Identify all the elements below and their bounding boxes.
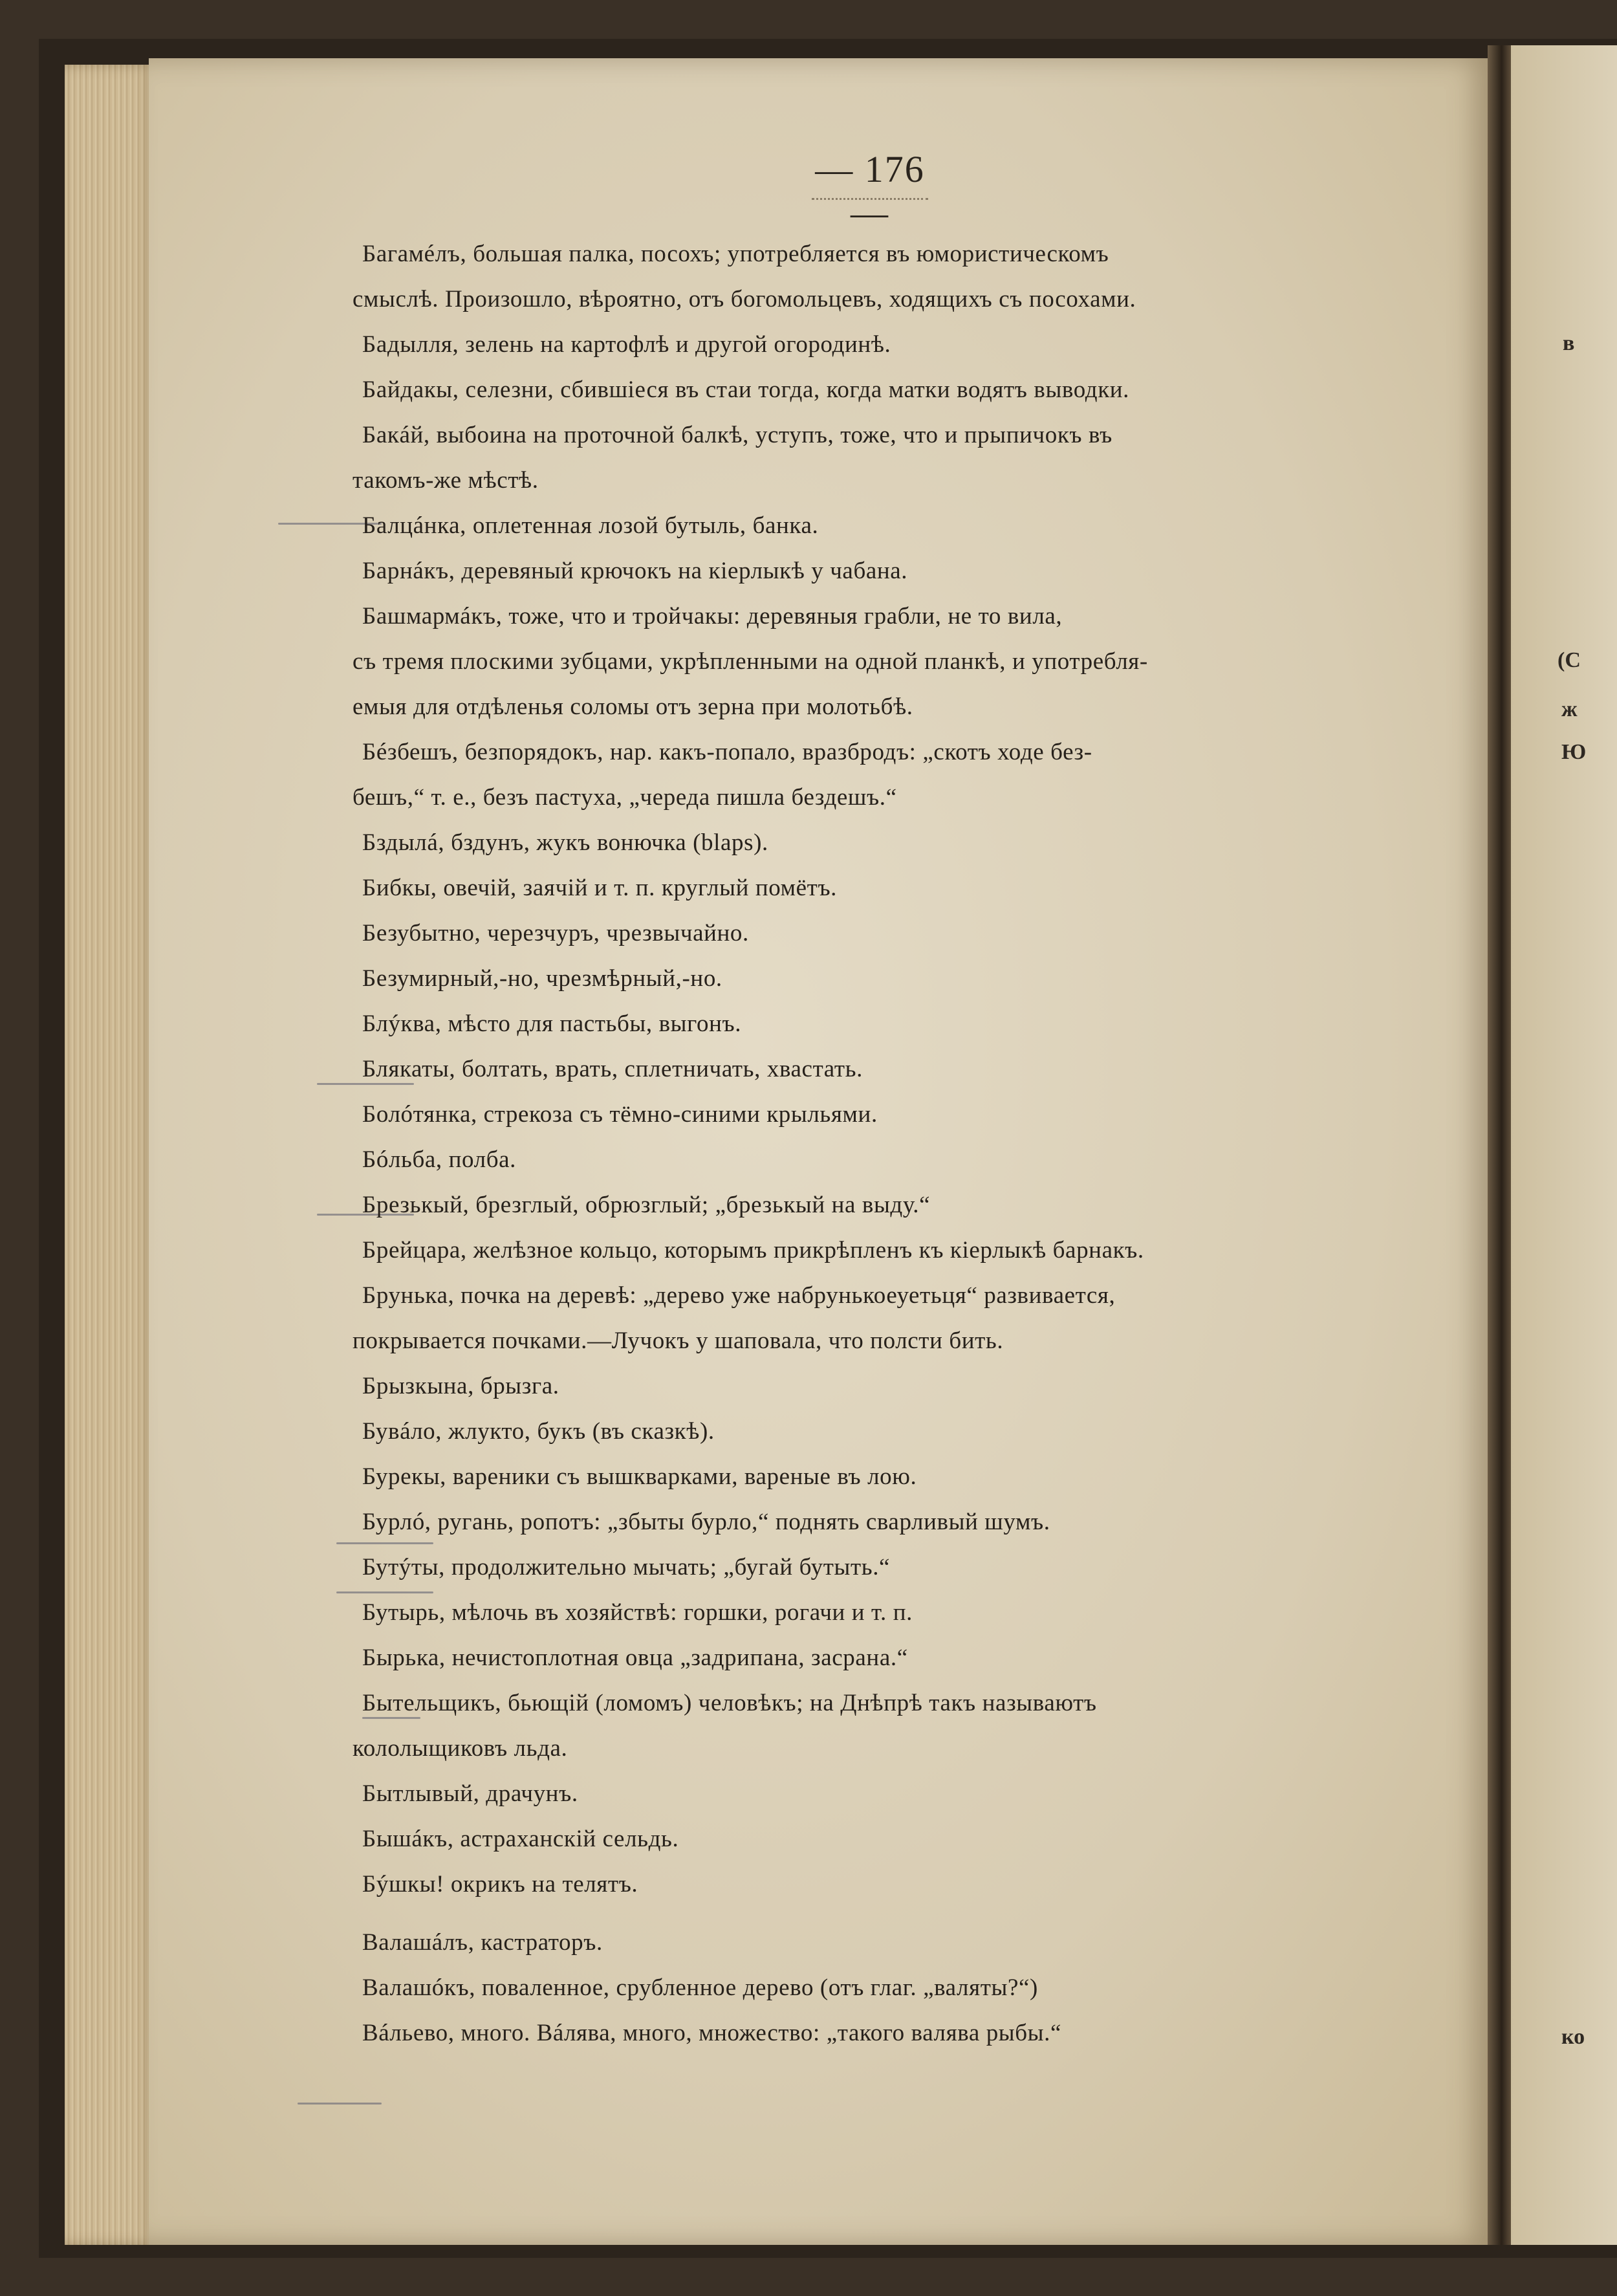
text-line: Валашáлъ, кастраторъ. — [362, 1929, 603, 1956]
text-line: покрывается почками.—Лучокъ у шаповала, что полсти бить. — [353, 1328, 1004, 1354]
text-line: Барнáкъ, деревяный крючокъ на кiерлыкѣ у чабана. — [362, 558, 908, 584]
text-line: Блякаты, болтать, врать, сплетничать, хвастать. — [362, 1056, 863, 1082]
text-line: Бурекы, вареники съ вышкварками, вареные въ лою. — [362, 1463, 917, 1490]
text-line: Бадылля, зелень на картофлѣ и другой огородинѣ. — [362, 331, 891, 358]
text-line: кололыщиковъ льда. — [353, 1735, 568, 1762]
text-line: Башмармáкъ, тоже, что и тройчакы: деревяныя грабли, не то вила, — [362, 603, 1063, 629]
text-line: Брезькый, брезглый, обрюзглый; „брезькый на выду.“ — [362, 1192, 931, 1218]
text-line: Бышáкъ, астраханскiй сельдь. — [362, 1826, 679, 1852]
text-line: Вáльево, много. Вáлява, много, множество: „такого валява рыбы.“ — [362, 2020, 1062, 2046]
text-line: Бéзбешъ, безпорядокъ, нар. какъ-попало, вразбродъ: „скотъ ходе без- — [362, 739, 1092, 765]
text-line: Байдакы, селезни, сбившiеся въ стаи тогда, когда матки водятъ выводки. — [362, 377, 1130, 403]
facing-page-fragment: (С — [1557, 648, 1581, 672]
text-line: Бýшкы! окрикъ на телятъ. — [362, 1871, 638, 1897]
text-line: съ тремя плоскими зубцами, укрѣпленными на одной планкѣ, и употребля- — [353, 648, 1148, 675]
text-line: Валашóкъ, поваленное, срубленное дерево (отъ глаг. „валяты?“) — [362, 1974, 1038, 2001]
page-number: — 176 — — [815, 148, 925, 234]
facing-page-fragment: в — [1563, 331, 1575, 355]
text-line: Багамéлъ, большая палка, посохъ; употребляется въ юмористическомъ — [362, 241, 1109, 267]
facing-page-fragment: ко — [1561, 2025, 1585, 2049]
text-line: такомъ-же мѣстѣ. — [353, 467, 539, 494]
text-line: Бырька, нечистоплотная овца „задрипана, засрана.“ — [362, 1645, 908, 1671]
text-line: Бибкы, овечiй, заячiй и т. п. круглый помётъ. — [362, 875, 838, 901]
text-line: бешъ,“ т. е., безъ пастуха, „череда пишла бездешъ.“ — [353, 784, 897, 811]
text-line: Бытельщикъ, бьющiй (ломомъ) человѣкъ; на Днѣпрѣ такъ называютъ — [362, 1690, 1097, 1716]
text-line: Брейцара, желѣзное кольцо, которымъ прикрѣпленъ къ кiерлыкѣ барнакъ. — [362, 1237, 1144, 1263]
text-line: Бутýты, продолжительно мычать; „бугай бутыть.“ — [362, 1554, 891, 1580]
text-line: Бакáй, выбоина на проточной балкѣ, уступъ, тоже, что и прыпичокъ въ — [362, 422, 1112, 448]
text-line: Болóтянка, стрекоза съ тёмно-синими крыльями. — [362, 1101, 878, 1128]
text-line: Бурлó, ругань, ропотъ: „збыты бурло,“ поднять сварливый шумъ. — [362, 1509, 1050, 1535]
text-line: Бóльба, полба. — [362, 1146, 517, 1173]
text-line: Брунька, почка на деревѣ: „дерево уже набрунькоеуетьця“ развивается, — [362, 1282, 1116, 1309]
text-line: Безубытно, черезчуръ, чрезвычайно. — [362, 920, 749, 946]
text-line: смыслѣ. Произошло, вѣроятно, отъ богомольцевъ, ходящихъ съ посохами. — [353, 286, 1136, 312]
text-line: Балцáнка, оплетенная лозой бутыль, банка. — [362, 512, 819, 539]
facing-page-fragment: ж — [1561, 697, 1578, 721]
text-line: Блýква, мѣсто для пастьбы, выгонъ. — [362, 1011, 742, 1037]
text-line: Бздылá, бздунъ, жукъ вонючка (blaps). — [362, 829, 768, 856]
text-line: емыя для отдѣленья соломы отъ зерна при молотьбѣ. — [353, 694, 913, 720]
text-line: Брызкына, брызга. — [362, 1373, 559, 1399]
text-line: Бувáло, жлукто, букъ (въ сказкѣ). — [362, 1418, 715, 1445]
facing-page-fragment: Ю — [1561, 740, 1587, 764]
text-line: Бутырь, мѣлочь въ хозяйствѣ: горшки, рогачи и т. п. — [362, 1599, 913, 1626]
text-line: Безумирный,-но, чрезмѣрный,-но. — [362, 965, 722, 992]
text-line: Бытлывый, драчунъ. — [362, 1780, 578, 1807]
